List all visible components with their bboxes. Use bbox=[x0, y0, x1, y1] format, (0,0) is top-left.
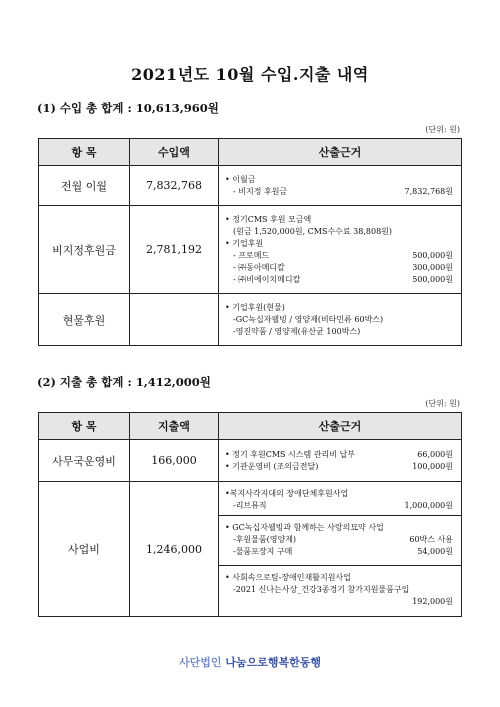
income-table bbox=[38, 138, 462, 346]
basis-text: • 정기 후원CMS 시스템 관리비 납부 bbox=[225, 449, 355, 459]
basis-value: 54,000원 bbox=[417, 547, 453, 556]
basis-text: -영진약품 / 영양제(유산균 100박스) bbox=[233, 326, 361, 336]
income-unit-label: (단위: 원) bbox=[425, 125, 460, 134]
basis-line bbox=[225, 250, 453, 262]
row-category: 사무국운영비 bbox=[39, 440, 130, 482]
basis-line bbox=[225, 449, 453, 461]
basis-line bbox=[225, 226, 453, 238]
row-category: 현물후원 bbox=[39, 294, 130, 346]
income-total-heading: (1) 수입 총 합계 : 10,613,960원 bbox=[37, 101, 219, 115]
basis-text: - 비지정 후원금 bbox=[233, 186, 288, 196]
basis-group bbox=[219, 566, 461, 616]
basis-text: - 프로메드 bbox=[233, 250, 270, 260]
basis-text: -물품포장지 구매 bbox=[233, 547, 293, 556]
basis-line bbox=[225, 534, 453, 546]
basis-line bbox=[225, 186, 453, 198]
basis-value: 500,000원 bbox=[412, 274, 453, 284]
basis-text: • 이월금 bbox=[225, 174, 256, 184]
row-amount bbox=[130, 294, 219, 346]
footer-prefix: 사단법인 bbox=[179, 656, 226, 669]
basis-line bbox=[225, 546, 453, 558]
basis-line bbox=[225, 596, 453, 608]
row-category: 사업비 bbox=[39, 482, 130, 617]
table-row bbox=[39, 294, 462, 346]
expense-col-category: 항 목 bbox=[39, 413, 130, 440]
basis-text: - ㈜비에이치메디칼 bbox=[233, 274, 301, 284]
expense-col-basis: 산출근거 bbox=[219, 413, 462, 440]
basis-line bbox=[225, 238, 453, 250]
row-amount: 166,000 bbox=[130, 440, 219, 482]
basis-line bbox=[225, 314, 453, 326]
basis-line bbox=[225, 522, 453, 534]
basis-text: • GC녹십자웰빙과 함께하는 사랑의묘약 사업 bbox=[225, 523, 384, 532]
basis-text: - ㈜동아메디칼 bbox=[233, 262, 285, 272]
basis-group bbox=[219, 516, 461, 566]
basis-line bbox=[225, 274, 453, 286]
row-amount: 1,246,000 bbox=[130, 482, 219, 617]
expense-col-amount: 지출액 bbox=[130, 413, 219, 440]
row-basis bbox=[219, 482, 462, 617]
basis-value: 66,000원 bbox=[417, 449, 453, 459]
income-col-amount: 수입액 bbox=[130, 139, 219, 166]
basis-line bbox=[225, 488, 453, 500]
row-category: 비지정후원금 bbox=[39, 206, 130, 294]
row-amount: 2,781,192 bbox=[130, 206, 219, 294]
basis-line bbox=[225, 262, 453, 274]
row-basis bbox=[219, 440, 462, 482]
basis-line bbox=[225, 500, 453, 512]
expense-total-heading: (2) 지출 총 합계 : 1,412,000원 bbox=[37, 375, 211, 389]
row-basis bbox=[219, 294, 462, 346]
basis-text: -2021 신나는사상_건강3종경기 참가지원물품구입 bbox=[233, 585, 410, 594]
basis-line bbox=[225, 214, 453, 226]
basis-text: -리브뮤직 bbox=[233, 501, 267, 510]
basis-value: 300,000원 bbox=[412, 262, 453, 272]
income-header-row bbox=[39, 139, 462, 166]
basis-value: 1,000,000원 bbox=[404, 501, 453, 510]
row-category: 전월 이월 bbox=[39, 166, 130, 206]
basis-value: 192,000원 bbox=[412, 597, 453, 606]
basis-value: 100,000원 bbox=[412, 461, 453, 471]
basis-line bbox=[225, 326, 453, 338]
basis-text: (원금 1,520,000원, CMS수수료 38,808원) bbox=[233, 226, 393, 236]
page-title: 2021년도 10월 수입.지출 내역 bbox=[131, 65, 369, 84]
table-row bbox=[39, 206, 462, 294]
basis-text: • 기관운영비 (조의금전달) bbox=[225, 461, 319, 471]
basis-line bbox=[225, 572, 453, 584]
basis-line bbox=[225, 461, 453, 473]
basis-text: • 사회속으로팀-장애인재활지원사업 bbox=[225, 573, 351, 582]
basis-group bbox=[219, 482, 461, 516]
table-row bbox=[39, 440, 462, 482]
expense-unit-label: (단위: 원) bbox=[425, 399, 460, 408]
table-row bbox=[39, 482, 462, 617]
income-col-category: 항 목 bbox=[39, 139, 130, 166]
footer-org-name: 나눔으로행복한동행 bbox=[225, 656, 321, 669]
basis-text: • 정기CMS 후원 모금액 bbox=[225, 214, 312, 224]
income-col-basis: 산출근거 bbox=[219, 139, 462, 166]
basis-line bbox=[225, 302, 453, 314]
basis-text: -GC녹십자웰빙 / 영양제(비타민류 60박스) bbox=[233, 314, 384, 324]
basis-value: 60박스 사용 bbox=[409, 535, 453, 544]
basis-line bbox=[225, 174, 453, 186]
row-basis bbox=[219, 166, 462, 206]
row-basis bbox=[219, 206, 462, 294]
expense-table bbox=[38, 412, 462, 617]
basis-line bbox=[225, 584, 453, 596]
basis-value: 500,000원 bbox=[412, 250, 453, 260]
row-amount: 7,832,768 bbox=[130, 166, 219, 206]
expense-header-row bbox=[39, 413, 462, 440]
basis-text: • 기업후원(현물) bbox=[225, 302, 285, 312]
basis-text: •복지사각지대의 장애단체후원사업 bbox=[225, 489, 349, 498]
organization-footer bbox=[0, 654, 500, 670]
table-row bbox=[39, 166, 462, 206]
basis-value: 7,832,768원 bbox=[404, 186, 453, 196]
basis-text: -후원물품(영양제) bbox=[233, 535, 297, 544]
basis-text: • 기업후원 bbox=[225, 238, 264, 248]
